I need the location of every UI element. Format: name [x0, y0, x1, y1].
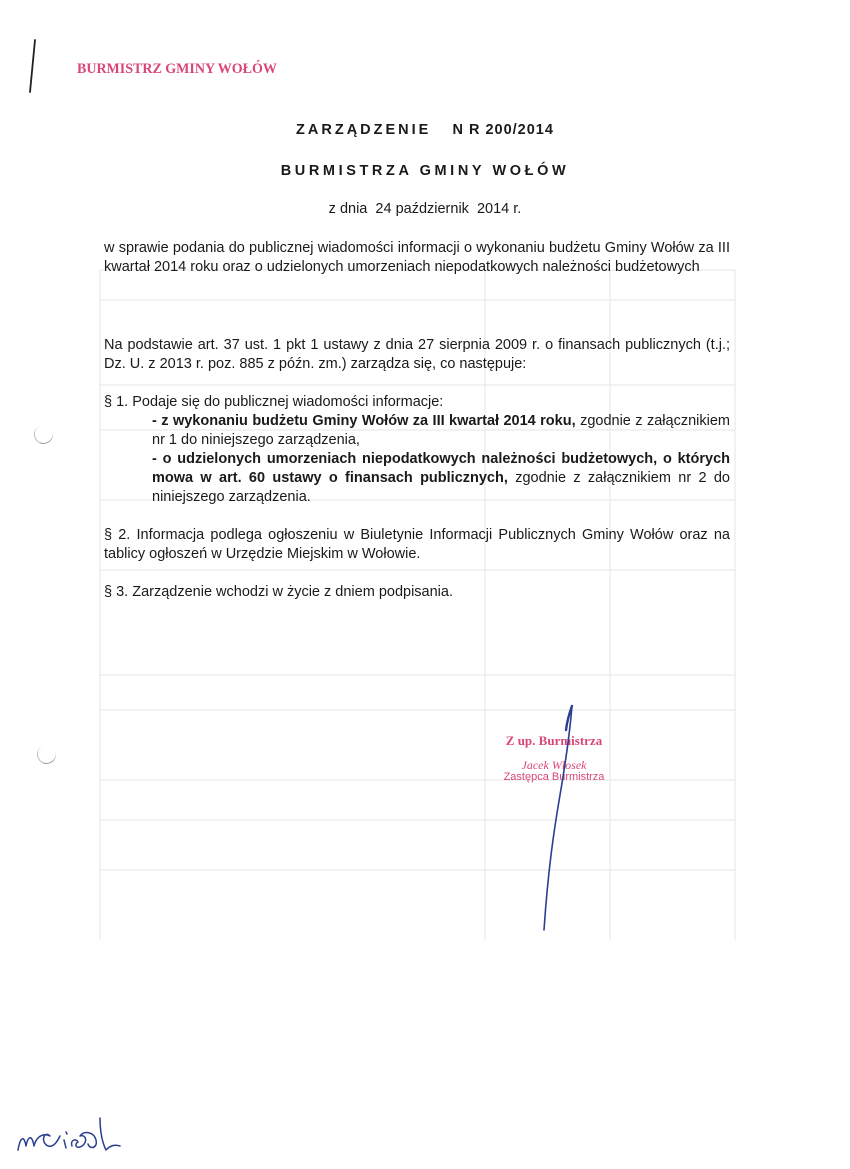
document-subtitle: BURMISTRZA GMINY WOŁÓW	[280, 163, 570, 179]
subject-text: w sprawie podania do publicznej wiadomości informacji o wykonaniu budżetu Gminy Wołów za III kwartał 2014 roku oraz o udzielonych umorzeniach niepodatkowych należności budżetowych	[104, 240, 730, 275]
punch-hole-mark	[31, 422, 55, 446]
section-2-text: § 2. Informacja podlega ogłoszeniu w Biuletynie Informacji Publicznych Gminy Wołów oraz na tablicy ogłoszeń w Urzędzie Miejskim w Wołowie.	[104, 527, 730, 562]
section-1-intro: § 1. Podaje się do publicznej wiadomości informacje:	[104, 394, 444, 410]
title-number: N R 200/2014	[452, 122, 554, 138]
handwritten-signature	[520, 700, 580, 940]
section-1-item-1-bold: - z wykonaniu budżetu Gminy Wołów za III kwartał 2014 roku,	[152, 413, 576, 429]
section-1-item-1	[104, 412, 730, 450]
signature-position: Zastępca Burmistrza	[503, 771, 605, 783]
punch-hole-mark	[34, 742, 58, 766]
margin-pen-mark	[26, 38, 38, 94]
signature-name: Jacek Włosek	[521, 758, 587, 772]
header-stamp: BURMISTRZ GMINY WOŁÓW	[77, 61, 277, 78]
section-1-item-2-rest: zgodnie z załącznikiem nr 2 do niniejszego zarządzenia.	[152, 470, 730, 505]
section-1-item-2	[104, 450, 730, 507]
title-word: ZARZĄDZENIE	[296, 122, 432, 138]
legal-basis-paragraph	[104, 336, 730, 374]
section-1-item-1-rest: zgodnie z załącznikiem nr 1 do niniejszego zarządzenia,	[152, 413, 730, 448]
section-1	[104, 393, 730, 507]
legal-basis-text: Na podstawie art. 37 ust. 1 pkt 1 ustawy z dnia 27 sierpnia 2009 r. o finansach publicznych (t.j.; Dz. U. z 2013 r. poz. 885 z późn. zm.) zarządza się, co następuje:	[104, 337, 730, 372]
signature-line-1: Z up. Burmistrza	[505, 733, 603, 748]
subject-paragraph	[104, 239, 730, 277]
section-1-item-2-bold: - o udzielonych umorzeniach niepodatkowych należności budżetowych, o których mowa w art. 60 ustawy o finansach publicznych,	[152, 451, 730, 486]
document-title	[0, 122, 850, 138]
section-3-text: § 3. Zarządzenie wchodzi w życie z dniem podpisania.	[104, 584, 453, 600]
bleed-through-table	[90, 100, 740, 940]
document-date: z dnia 24 październik 2014 r.	[328, 201, 522, 217]
section-3	[104, 583, 730, 602]
section-2	[104, 526, 730, 564]
handwritten-initials	[14, 1112, 124, 1158]
